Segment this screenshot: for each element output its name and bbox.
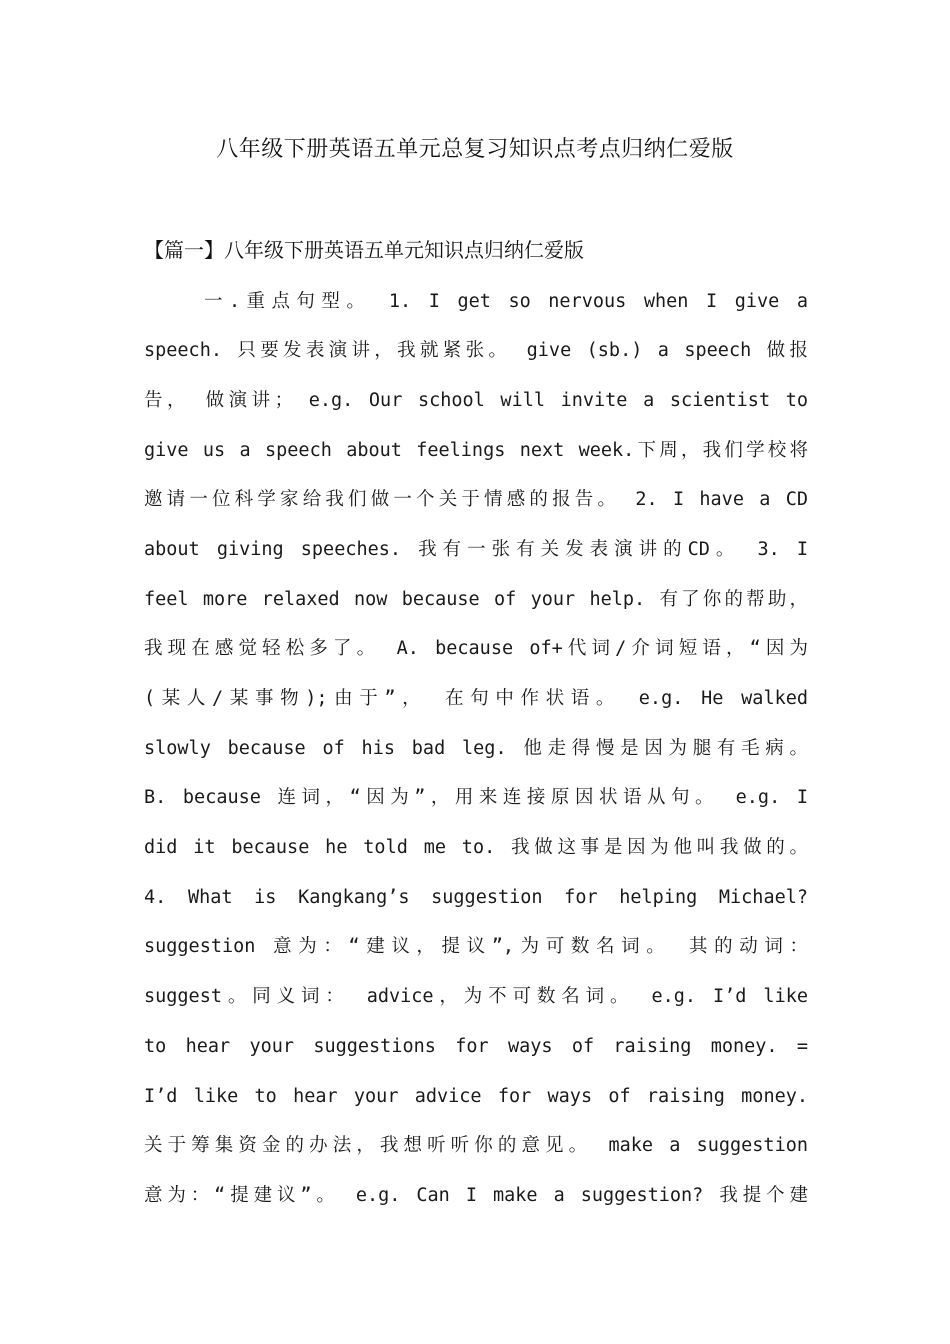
body-line: suggest。同义词： advice，为不可数名词。 e.g. I’d like xyxy=(144,986,808,1007)
body-line: I’d like to hear your advice for ways of raising money. xyxy=(144,1086,808,1107)
body-line: did it because he told me to. 我做这事是因为他叫我做的。 xyxy=(144,837,808,858)
body-line: 关于筹集资金的办法，我想听听你的意见。 make a suggestion xyxy=(144,1135,808,1156)
body-line: give us a speech about feelings next week.下周，我们学校将 xyxy=(144,440,808,461)
body-line: (某人/某事物);由于”， 在句中作状语。 e.g. He walked xyxy=(144,688,808,709)
body-line: speech. 只要发表演讲，我就紧张。 give (sb.) a speech 做报 xyxy=(144,340,808,361)
body-line: to hear your suggestions for ways of raising money. = xyxy=(144,1036,808,1057)
body-line: about giving speeches. 我有一张有关发表演讲的CD。 3. I xyxy=(144,539,808,560)
body-line: 邀请一位科学家给我们做一个关于情感的报告。 2. I have a CD xyxy=(144,489,808,510)
body-line: 4. What is Kangkang’s suggestion for helping Michael? xyxy=(144,887,808,908)
body-line: B. because 连词，“因为”，用来连接原因状语从句。 e.g. I xyxy=(144,787,808,808)
body-line: slowly because of his bad leg. 他走得慢是因为腿有毛病。 xyxy=(144,738,808,759)
body-line: suggestion 意为：“建议，提议”,为可数名词。 其的动词： xyxy=(144,936,808,957)
section-heading: 【篇一】八年级下册英语五单元知识点归纳仁爱版 xyxy=(144,238,584,262)
body-line: 我现在感觉轻松多了。 A. because of+代词/介词短语，“因为 xyxy=(144,638,808,659)
body-line: 告， 做演讲； e.g. Our school will invite a scientist to xyxy=(144,390,808,411)
body-line: 一.重点句型。 1. I get so nervous when I give a xyxy=(204,291,808,312)
body-line: feel more relaxed now because of your help. 有了你的帮助， xyxy=(144,589,808,610)
body-line: 意为：“提建议”。 e.g. Can I make a suggestion? 我提个建 xyxy=(144,1185,808,1206)
document-title: 八年级下册英语五单元总复习知识点考点归纳仁爱版 xyxy=(216,137,734,162)
